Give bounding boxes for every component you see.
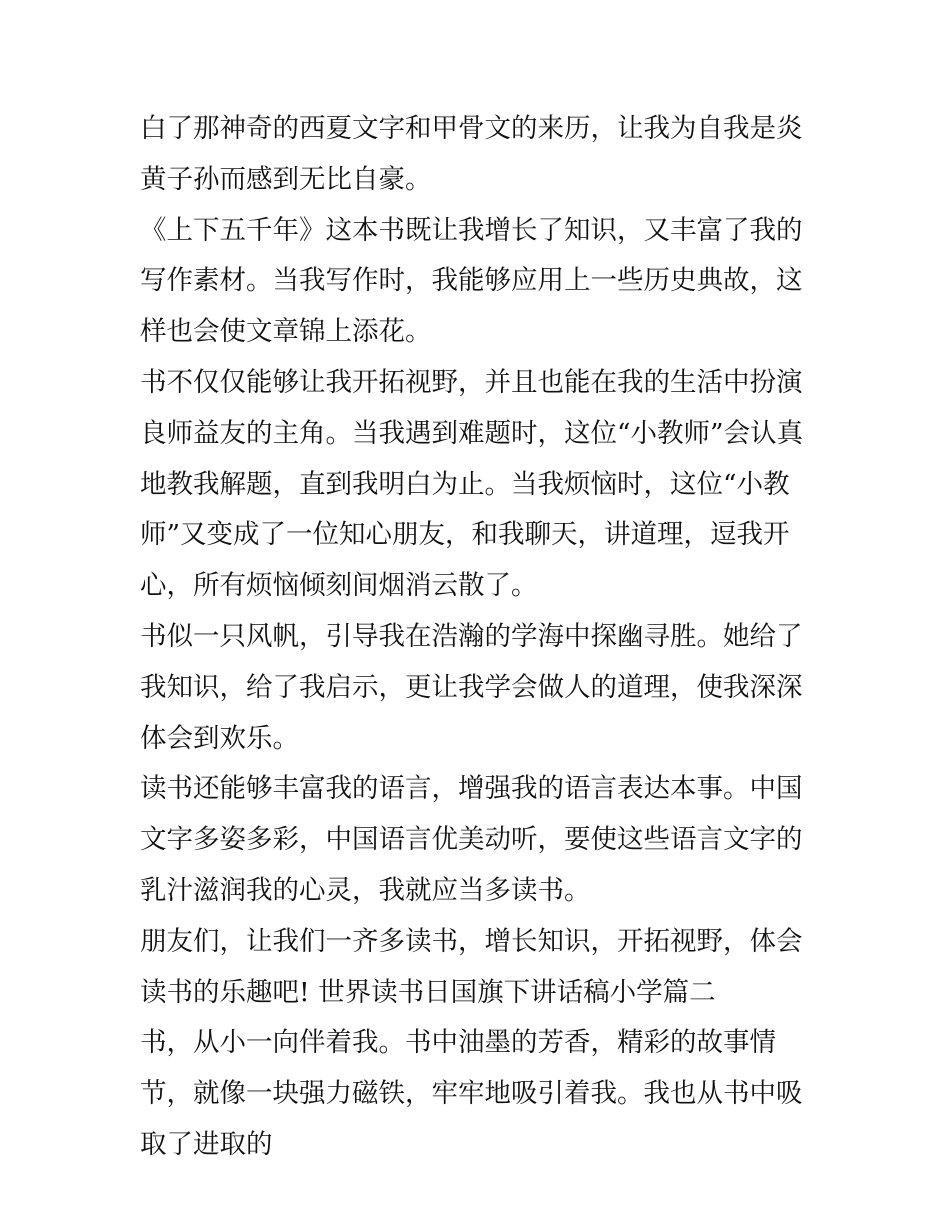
document-body [140,104,820,1171]
paragraph-2: 《上下五千年》这本书既让我增长了知识，又丰富了我的写作素材。当我写作时，我能够应用上一些历史典故，这样也会使文章锦上添花。 [140,214,803,348]
paragraph-4: 书似一只风帆，引导我在浩瀚的学海中探幽寻胜。她给了我知识，给了我启示，更让我学会做人的道理，使我深深体会到欢乐。 [140,620,803,754]
paragraph-1: 白了那神奇的西夏文字和甲骨文的来历，让我为自我是炎黄子孙而感到无比自豪。 [140,113,803,195]
paragraph-6: 朋友们，让我们一齐多读书，增长知识，开拓视野，体会读书的乐趣吧! 世界读书日国旗下讲话稿小学篇二 [140,925,803,1008]
paragraph-7: 书，从小一向伴着我。书中油墨的芳香，精彩的故事情节，就像一块强力磁铁，牢牢地吸引着我。我也从书中吸取了进取的 [140,1027,803,1160]
paragraph-3: 书不仅仅能够让我开拓视野，并且也能在我的生活中扮演良师益友的主角。当我遇到难题时，这位“小教师”会认真地教我解题，直到我明白为止。当我烦恼时，这位“小教师”又变成了一位知心朋友，和我聊天，讲道理，逗我开心，所有烦恼倾刻间烟消云散了。 [140,366,804,602]
paragraph-5: 读书还能够丰富我的语言，增强我的语言表达本事。中国文字多姿多彩，中国语言优美动听，要使这些语言文字的乳汁滋润我的心灵，我就应当多读书。 [140,773,803,906]
